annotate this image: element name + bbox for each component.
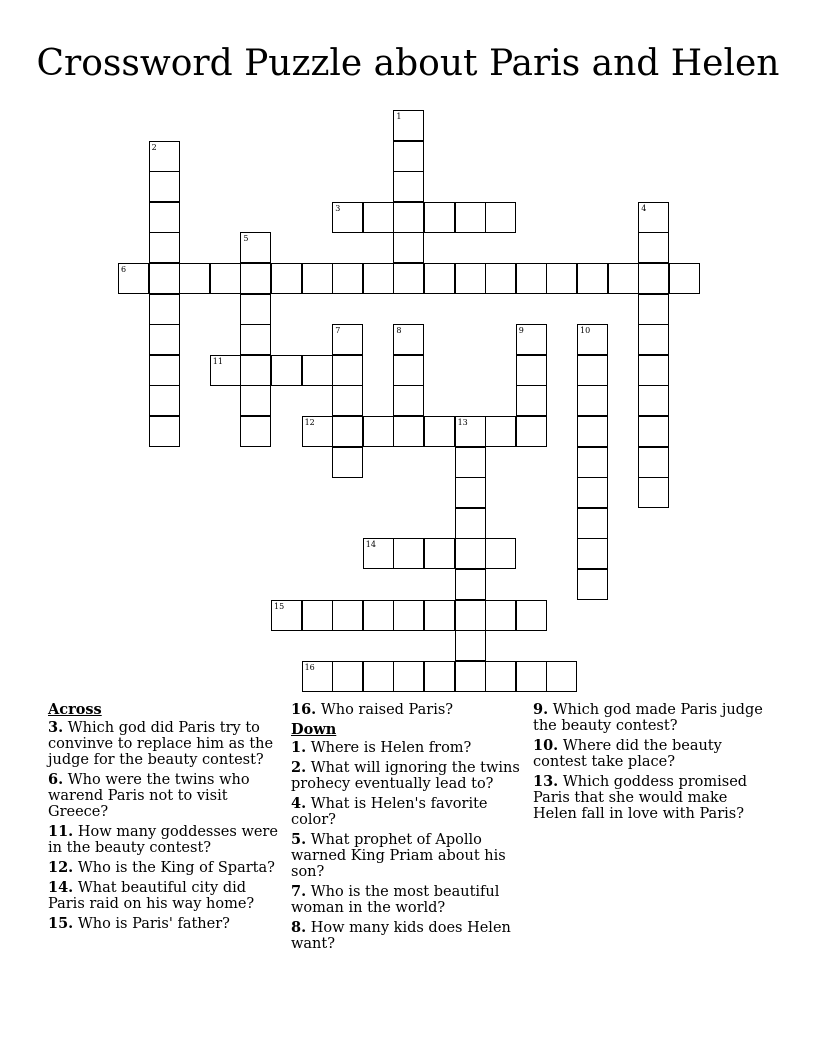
clue-down-7: 7. Who is the most beautiful woman in the world? xyxy=(291,883,500,916)
grid-cell[interactable] xyxy=(210,355,241,386)
puzzle-title: Crossword Puzzle about Paris and Helen xyxy=(36,43,780,84)
clue-column-1 xyxy=(48,702,278,936)
grid-cell[interactable] xyxy=(332,202,363,233)
clue-down-2: 2. What will ignoring the twins prohecy eventually lead to? xyxy=(291,759,520,792)
clue-number: 11 xyxy=(212,356,223,366)
grid-cell[interactable] xyxy=(302,661,333,692)
clue-across-15: 15. Who is Paris' father? xyxy=(48,915,230,932)
grid-cell[interactable] xyxy=(149,263,180,294)
grid-cell[interactable] xyxy=(424,538,455,569)
grid-cell[interactable] xyxy=(149,141,180,172)
clue-number: 6 xyxy=(121,265,127,274)
grid-cell[interactable] xyxy=(332,355,363,386)
clue-down-9: 9. Which god made Paris judge the beauty contest? xyxy=(533,701,763,734)
grid-cell[interactable] xyxy=(638,202,669,233)
grid-cell[interactable] xyxy=(271,600,302,631)
grid-cell[interactable] xyxy=(363,202,394,233)
grid-cell[interactable] xyxy=(638,232,669,263)
clue-column-2 xyxy=(291,702,523,956)
grid-cell[interactable] xyxy=(455,569,486,600)
grid-cell[interactable] xyxy=(393,141,424,172)
grid-cell[interactable] xyxy=(332,324,363,355)
grid-cell[interactable] xyxy=(638,477,669,508)
grid-cell[interactable] xyxy=(363,263,394,294)
grid-cell[interactable] xyxy=(638,355,669,386)
grid-cell[interactable] xyxy=(516,600,547,631)
grid-cell[interactable] xyxy=(638,263,669,294)
grid-cell[interactable] xyxy=(393,324,424,355)
grid-cell[interactable] xyxy=(516,263,547,294)
across-heading: Across xyxy=(48,701,102,718)
grid-cell[interactable] xyxy=(516,324,547,355)
grid-cell[interactable] xyxy=(302,416,333,447)
grid-cell[interactable] xyxy=(363,661,394,692)
grid-cell[interactable] xyxy=(577,324,608,355)
grid-cell[interactable] xyxy=(302,263,333,294)
grid-cell[interactable] xyxy=(455,477,486,508)
grid-cell[interactable] xyxy=(240,416,271,447)
clue-number: 7 xyxy=(335,326,341,336)
grid-cell[interactable] xyxy=(485,202,516,233)
grid-cell[interactable] xyxy=(240,232,271,263)
grid-cell[interactable] xyxy=(577,355,608,386)
grid-cell[interactable] xyxy=(577,508,608,539)
clue-down-1: 1. Where is Helen from? xyxy=(291,739,472,756)
grid-cell[interactable] xyxy=(485,600,516,631)
grid-cell[interactable] xyxy=(332,447,363,478)
grid-cell[interactable] xyxy=(149,294,180,325)
grid-cell[interactable] xyxy=(363,416,394,447)
clue-down-10: 10. Where did the beauty contest take place? xyxy=(533,737,722,770)
grid-cell[interactable] xyxy=(149,171,180,202)
grid-cell[interactable] xyxy=(516,661,547,692)
grid-cell[interactable] xyxy=(424,661,455,692)
grid-cell[interactable] xyxy=(455,630,486,661)
grid-cell[interactable] xyxy=(149,416,180,447)
clue-across-16: 16. Who raised Paris? xyxy=(291,701,454,718)
grid-cell[interactable] xyxy=(638,416,669,447)
grid-cell[interactable] xyxy=(332,416,363,447)
grid-cell[interactable] xyxy=(240,385,271,416)
grid-cell[interactable] xyxy=(455,508,486,539)
clue-number: 8 xyxy=(396,326,402,336)
grid-cell[interactable] xyxy=(455,447,486,478)
grid-cell[interactable] xyxy=(240,355,271,386)
down-heading: Down xyxy=(291,721,337,738)
grid-cell[interactable] xyxy=(516,416,547,447)
grid-cell[interactable] xyxy=(210,263,241,294)
grid-cell[interactable] xyxy=(485,538,516,569)
grid-cell[interactable] xyxy=(149,355,180,386)
clue-number: 12 xyxy=(304,418,315,427)
grid-cell[interactable] xyxy=(455,263,486,294)
grid-cell[interactable] xyxy=(179,263,210,294)
grid-cell[interactable] xyxy=(393,416,424,447)
grid-cell[interactable] xyxy=(271,355,302,386)
clue-across-6: 6. Who were the twins who warend Paris not to visit Greece? xyxy=(48,771,250,820)
grid-cell[interactable] xyxy=(546,263,577,294)
grid-cell[interactable] xyxy=(363,600,394,631)
grid-cell[interactable] xyxy=(332,385,363,416)
grid-cell[interactable] xyxy=(240,263,271,294)
grid-cell[interactable] xyxy=(516,385,547,416)
grid-cell[interactable] xyxy=(638,294,669,325)
grid-cell[interactable] xyxy=(577,263,608,294)
clue-number: 2 xyxy=(151,142,157,152)
grid-cell[interactable] xyxy=(485,661,516,692)
grid-cell[interactable] xyxy=(424,202,455,233)
grid-cell[interactable] xyxy=(393,385,424,416)
grid-cell[interactable] xyxy=(271,263,302,294)
grid-cell[interactable] xyxy=(302,600,333,631)
grid-cell[interactable] xyxy=(393,661,424,692)
grid-cell[interactable] xyxy=(149,324,180,355)
grid-cell[interactable] xyxy=(485,263,516,294)
grid-cell[interactable] xyxy=(149,232,180,263)
grid-cell[interactable] xyxy=(516,355,547,386)
grid-cell[interactable] xyxy=(577,569,608,600)
grid-cell[interactable] xyxy=(455,202,486,233)
clue-down-5: 5. What prophet of Apollo warned King Priam about his son? xyxy=(291,831,506,880)
clue-number: 16 xyxy=(304,662,315,672)
grid-cell[interactable] xyxy=(577,477,608,508)
grid-cell[interactable] xyxy=(455,416,486,447)
grid-cell[interactable] xyxy=(393,202,424,233)
grid-cell[interactable] xyxy=(485,416,516,447)
grid-cell[interactable] xyxy=(393,538,424,569)
grid-cell[interactable] xyxy=(393,171,424,202)
grid-cell[interactable] xyxy=(577,538,608,569)
grid-cell[interactable] xyxy=(302,355,333,386)
clue-across-14: 14. What beautiful city did Paris raid on his way home? xyxy=(48,879,255,912)
clue-across-11: 11. How many goddesses were in the beauty contest? xyxy=(48,823,278,856)
grid-cell[interactable] xyxy=(393,600,424,631)
clue-number: 4 xyxy=(641,203,647,213)
grid-cell[interactable] xyxy=(669,263,700,294)
clue-number: 1 xyxy=(396,112,402,121)
grid-cell[interactable] xyxy=(149,385,180,416)
grid-cell[interactable] xyxy=(638,447,669,478)
grid-cell[interactable] xyxy=(393,232,424,263)
clue-across-12: 12. Who is the King of Sparta? xyxy=(48,859,275,876)
grid-cell[interactable] xyxy=(149,202,180,233)
clue-number: 9 xyxy=(518,326,524,336)
grid-cell[interactable] xyxy=(424,263,455,294)
grid-cell[interactable] xyxy=(363,538,394,569)
grid-cell[interactable] xyxy=(455,538,486,569)
clue-number: 15 xyxy=(274,601,285,611)
clue-number: 14 xyxy=(365,540,376,550)
clue-number: 10 xyxy=(580,326,591,336)
grid-cell[interactable] xyxy=(393,263,424,294)
grid-cell[interactable] xyxy=(455,600,486,631)
grid-cell[interactable] xyxy=(393,355,424,386)
clue-down-8: 8. How many kids does Helen want? xyxy=(291,919,511,952)
grid-cell[interactable] xyxy=(424,416,455,447)
grid-cell[interactable] xyxy=(240,324,271,355)
clue-number: 13 xyxy=(457,418,468,427)
grid-cell[interactable] xyxy=(638,324,669,355)
grid-cell[interactable] xyxy=(424,600,455,631)
grid-cell[interactable] xyxy=(332,600,363,631)
grid-cell[interactable] xyxy=(577,385,608,416)
grid-cell[interactable] xyxy=(577,447,608,478)
grid-cell[interactable] xyxy=(577,416,608,447)
grid-cell[interactable] xyxy=(546,661,577,692)
clue-across-3: 3. Which god did Paris try to convinve to replace him as the judge for the beauty contest? xyxy=(48,719,274,768)
clue-number: 3 xyxy=(335,203,341,213)
grid-cell[interactable] xyxy=(393,110,424,141)
grid-cell[interactable] xyxy=(240,294,271,325)
grid-cell[interactable] xyxy=(638,385,669,416)
clue-down-13: 13. Which goddess promised Paris that she would make Helen fall in love with Paris? xyxy=(533,773,748,822)
grid-cell[interactable] xyxy=(455,661,486,692)
grid-cell[interactable] xyxy=(332,263,363,294)
grid-cell[interactable] xyxy=(332,661,363,692)
grid-cell[interactable] xyxy=(118,263,149,294)
grid-cell[interactable] xyxy=(608,263,639,294)
clue-number: 5 xyxy=(243,234,249,244)
clue-down-4: 4. What is Helen's favorite color? xyxy=(291,795,488,828)
clue-column-3 xyxy=(533,702,765,826)
